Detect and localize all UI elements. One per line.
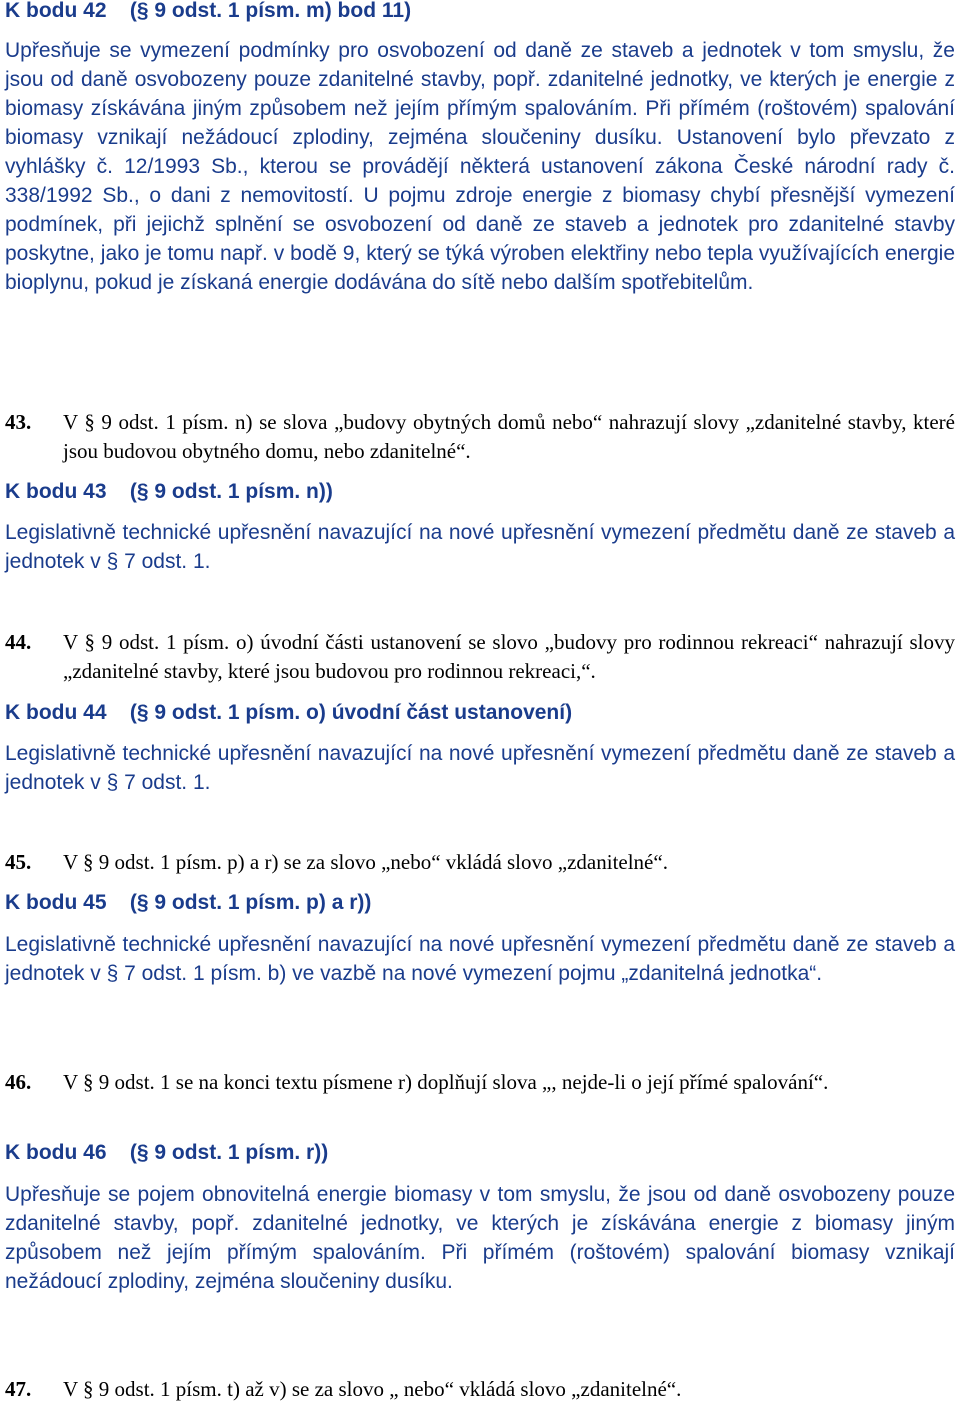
item-number: 45. (5, 850, 32, 874)
amendment-item-46 (5, 1068, 955, 1097)
section-heading-bod-42: K bodu 42 (§ 9 odst. 1 písm. m) bod 11) (5, 0, 412, 22)
section-heading-bod-43: K bodu 43 (§ 9 odst. 1 písm. n)) (5, 480, 333, 503)
item-text: V § 9 odst. 1 písm. p) a r) se za slovo „nebo“ vkládá slovo „zdanitelné“. (63, 850, 668, 874)
item-text: V § 9 odst. 1 písm. n) se slova „budovy obytných domů nebo“ nahrazují slovy „zdanitelné stavby, které jsou budovou obytného domu, nebo zdanitelné“. (63, 410, 955, 463)
section-heading-bod-45: K bodu 45 (§ 9 odst. 1 písm. p) a r)) (5, 891, 372, 914)
explanation-paragraph-bod-42: Upřesňuje se vymezení podmínky pro osvobození od daně ze staveb a jednotek v tom smyslu, že jsou od daně osvobozeny pouze zdanitelné stavby, popř. zdanitelné jednotky, ve kterých je energie z biomasy získávána jiným způsobem než jejím přímým spalováním. Při přímém (roštovém) spalování biomasy vznikají nežádoucí zplodiny, zejména sloučeniny dusíku. Ustanovení bylo převzato z vyhlášky č. 12/1993 Sb., kterou se provádějí některá ustanovení zákona České národní rady č. 338/1992 Sb., o dani z nemovitostí. U pojmu zdroje energie z biomasy chybí přesnější vymezení podmínek, při jejichž splnění se osvobození od daně ze staveb a jednotek pro zdanitelné stavby poskytne, jako je tomu např. v bodě 9, který se týká výroben elektřiny nebo tepla využívajících energie bioplynu, pokud je získaná energie dodávána do sítě nebo dalším spotřebitelům. (5, 39, 955, 294)
amendment-item-47 (5, 1375, 955, 1404)
amendment-item-45 (5, 848, 955, 877)
item-text: V § 9 odst. 1 písm. t) až v) se za slovo „ nebo“ vkládá slovo „zdanitelné“. (63, 1377, 682, 1401)
amendment-item-43 (5, 408, 955, 466)
item-text: V § 9 odst. 1 písm. o) úvodní části ustanovení se slovo „budovy pro rodinnou rekreaci“ nahrazují slovy „zdanitelné stavby, které jsou budovou pro rodinnou rekreaci,“. (63, 630, 955, 683)
item-number: 47. (5, 1377, 32, 1401)
section-heading-bod-46: K bodu 46 (§ 9 odst. 1 písm. r)) (5, 1141, 329, 1164)
item-text: V § 9 odst. 1 se na konci textu písmene r) doplňují slova „, nejde-li o její přímé spalování“. (63, 1070, 829, 1094)
amendment-item-44 (5, 628, 955, 686)
explanation-paragraph-bod-44: Legislativně technické upřesnění navazující na nové upřesnění vymezení předmětu daně ze staveb a jednotek v § 7 odst. 1. (5, 742, 955, 794)
explanation-paragraph-bod-45: Legislativně technické upřesnění navazující na nové upřesnění vymezení předmětu daně ze staveb a jednotek v § 7 odst. 1 písm. b) ve vazbě na nové vymezení pojmu „zdanitelná jednotka“. (5, 933, 955, 985)
explanation-paragraph-bod-43: Legislativně technické upřesnění navazující na nové upřesnění vymezení předmětu daně ze staveb a jednotek v § 7 odst. 1. (5, 521, 955, 573)
item-number: 46. (5, 1070, 32, 1094)
item-number: 43. (5, 410, 32, 434)
item-number: 44. (5, 630, 32, 654)
explanation-paragraph-bod-46: Upřesňuje se pojem obnovitelná energie biomasy v tom smyslu, že jsou od daně osvobozeny pouze zdanitelné stavby, popř. zdanitelné jednotky, ve kterých je získávána energie z biomasy jiným způsobem než jejím přímým spalováním. Při přímém (roštovém) spalování biomasy vznikají nežádoucí zplodiny, zejména sloučeniny dusíku. (5, 1183, 955, 1293)
section-heading-bod-44: K bodu 44 (§ 9 odst. 1 písm. o) úvodní část ustanovení) (5, 701, 573, 724)
